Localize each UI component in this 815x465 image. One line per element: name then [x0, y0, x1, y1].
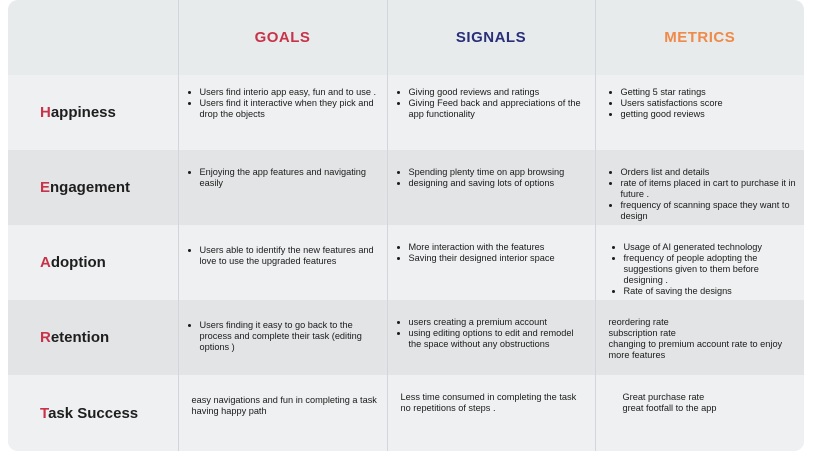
goals-cell [178, 150, 387, 225]
goals-cell [178, 300, 387, 375]
header-empty-cell [8, 0, 178, 75]
list-item: Great purchase rate [622, 392, 705, 402]
list-item: • Rate of saving the designs [624, 286, 797, 297]
goals-cell [178, 75, 387, 150]
list-item: • Users finding it easy to go back to the process and complete their task (editing options ) [200, 320, 379, 353]
goals-cell [178, 225, 387, 300]
header-signals: SIGNALS [387, 0, 595, 75]
list-item: • getting good reviews [621, 109, 797, 120]
row-label-rest: appiness [50, 104, 116, 121]
heart-framework-table-container [8, 0, 804, 451]
row-label-task-success [8, 375, 178, 451]
list-item: • frequency of scanning space they want to design [621, 200, 797, 222]
list-item: • Saving their designed interior space [409, 253, 587, 264]
row-label-happiness [8, 75, 178, 150]
list-item: • frequency of people adopting the suggestions given to them before designing . [624, 253, 797, 286]
metrics-cell [595, 300, 804, 375]
list-item: changing to premium account rate to enjoy more features [608, 339, 783, 360]
list-item: • Users find interio app easy, fun and to use . [200, 87, 379, 98]
row-label-engagement [8, 150, 178, 225]
list-item: • rate of items placed in cart to purchase it in future . [621, 178, 797, 200]
list-item: subscription rate [608, 328, 676, 338]
list-item: Less time consumed in completing the task [400, 392, 577, 402]
row-label-rest: etention [50, 329, 110, 346]
row-happiness [8, 75, 804, 150]
list-item: great footfall to the app [622, 403, 717, 413]
signals-cell [387, 150, 595, 225]
list-item: • Usage of AI generated technology [624, 242, 797, 253]
list-item: • Users satisfactions score [621, 98, 797, 109]
metrics-cell [595, 225, 804, 300]
metrics-cell [595, 150, 804, 225]
row-label-retention [8, 300, 178, 375]
row-initial: A [40, 254, 51, 271]
heart-framework-table [8, 0, 804, 451]
signals-cell [387, 225, 595, 300]
list-item: • Orders list and details [621, 167, 797, 178]
list-item: • Users find it interactive when they pick and drop the objects [200, 98, 379, 120]
row-initial: H [40, 104, 51, 121]
signals-cell [387, 300, 595, 375]
row-label-rest: ask Success [48, 404, 139, 422]
row-adoption [8, 225, 804, 300]
row-label-adoption [8, 225, 178, 300]
list-item: • using editing options to edit and remodel the space without any obstructions [409, 328, 587, 350]
row-retention [8, 300, 804, 375]
list-item: • designing and saving lots of options [409, 178, 587, 189]
row-label-rest: doption [50, 254, 106, 271]
row-initial: T [40, 404, 49, 422]
row-engagement [8, 150, 804, 225]
list-item: • Getting 5 star ratings [621, 87, 797, 98]
list-item: no repetitions of steps . [400, 403, 496, 413]
row-initial: E [40, 179, 51, 196]
list-item: easy navigations and fun in completing a task [191, 395, 377, 405]
list-item: • users creating a premium account [409, 317, 587, 328]
list-item: • Enjoying the app features and navigating easily [200, 167, 379, 189]
header-metrics: METRICS [664, 29, 736, 46]
goals-cell [178, 375, 387, 451]
signals-cell [387, 75, 595, 150]
metrics-cell [595, 75, 804, 150]
list-item: • More interaction with the features [409, 242, 587, 253]
signals-cell [387, 375, 595, 451]
list-item: • Users able to identify the new features and love to use the upgraded features [200, 245, 379, 267]
row-label-rest: ngagement [50, 179, 131, 196]
metrics-cell [595, 375, 804, 451]
row-task-success [8, 375, 804, 451]
list-item: • Giving good reviews and ratings [409, 87, 587, 98]
row-initial: R [40, 329, 51, 346]
list-item: having happy path [191, 406, 267, 416]
header-goals: GOALS [178, 0, 387, 75]
list-item: • Giving Feed back and appreciations of the app functionality [409, 98, 587, 120]
list-item: reordering rate [608, 317, 669, 327]
header-row [8, 0, 804, 75]
list-item: • Spending plenty time on app browsing [409, 167, 587, 178]
